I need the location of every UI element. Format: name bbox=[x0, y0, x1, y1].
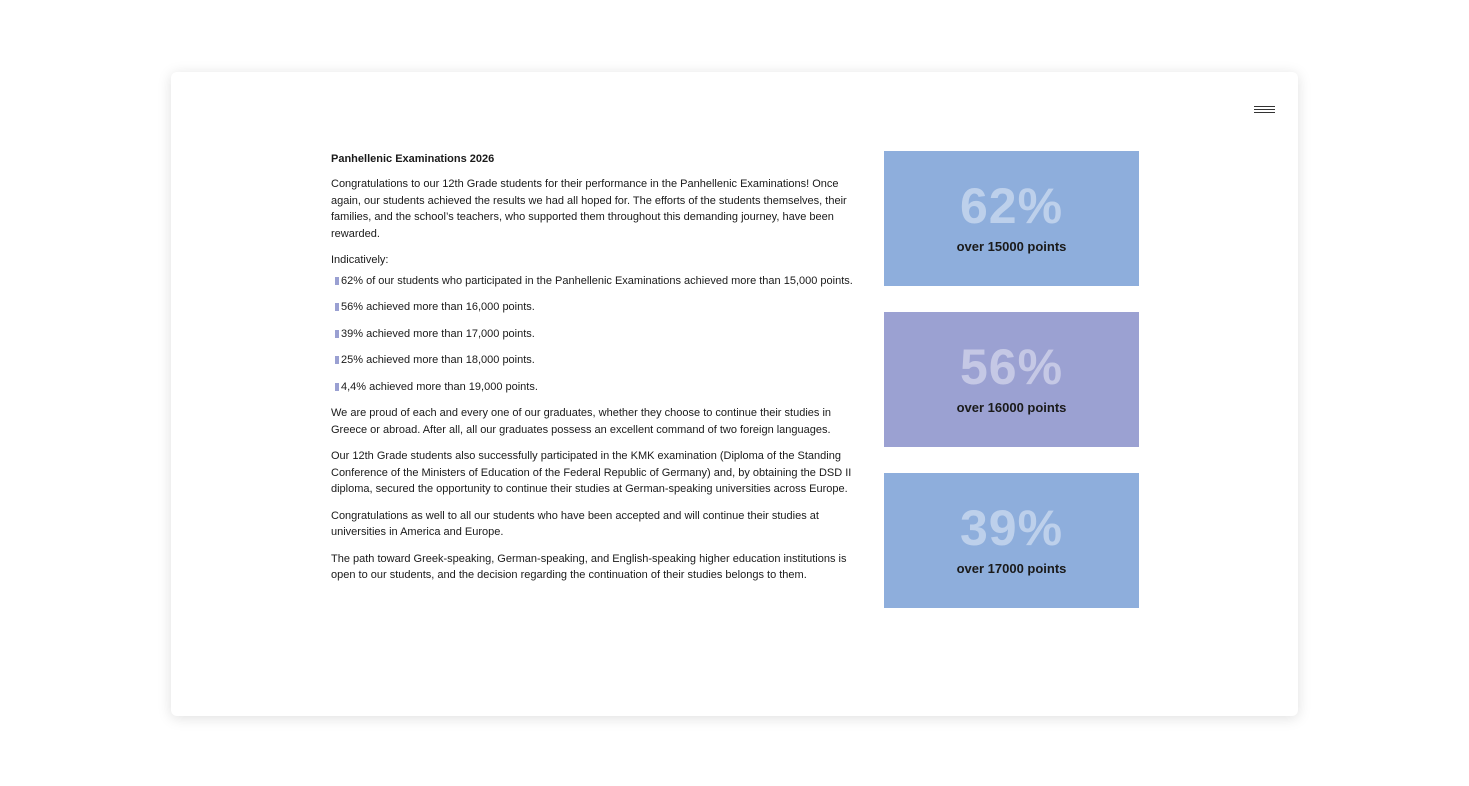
stat-label: over 16000 points bbox=[956, 400, 1067, 415]
kmk-paragraph: Our 12th Grade students also successfully participated in the KMK examination (Diploma of the Standing Conference of the Ministers of Education of the Federal Republic of Germany) and, by obtaining the DSD II diploma, secured the opportunity to continue their studies at German-speaking universities across Europe. bbox=[331, 450, 852, 495]
list-item: 39% achieved more than 17,000 points. bbox=[331, 326, 861, 343]
list-item: 25% achieved more than 18,000 points. bbox=[331, 352, 861, 369]
stat-card-39 bbox=[884, 473, 1139, 608]
stat-label: over 15000 points bbox=[956, 239, 1067, 254]
hamburger-menu-icon[interactable] bbox=[1254, 106, 1276, 120]
page-title: Panhellenic Examinations 2026 bbox=[331, 153, 495, 165]
congrats-paragraph: Congratulations as well to all our students who have been accepted and will continue their studies at universities in America and Europe. bbox=[331, 509, 819, 538]
intro-paragraph: Congratulations to our 12th Grade students for their performance in the Panhellenic Examinations! Once again, our students achieved the results we had all hoped for. The efforts of the students themselves, their families, and the school’s teachers, who supported them throughout this demanding journey, have been rewarded. bbox=[331, 178, 847, 240]
article-content bbox=[331, 151, 861, 594]
stat-card-62 bbox=[884, 151, 1139, 286]
results-list bbox=[331, 273, 861, 396]
stat-card-56 bbox=[884, 312, 1139, 447]
stat-percent: 62% bbox=[959, 178, 1064, 234]
path-paragraph: The path toward Greek-speaking, German-speaking, and English-speaking higher education institutions is open to our students, and the decision regarding the continuation of their studies belongs to them. bbox=[331, 552, 847, 581]
proud-paragraph: We are proud of each and every one of our graduates, whether they choose to continue their studies in Greece or abroad. After all, all our graduates possess an excellent command of two foreign languages. bbox=[331, 407, 832, 436]
list-item: 4,4% achieved more than 19,000 points. bbox=[331, 379, 861, 396]
indicatively-label: Indicatively: bbox=[331, 254, 389, 266]
stat-label: over 17000 points bbox=[956, 561, 1067, 576]
list-item: 56% achieved more than 16,000 points. bbox=[331, 299, 861, 316]
stat-percent: 39% bbox=[959, 500, 1064, 556]
stat-percent: 56% bbox=[959, 339, 1064, 395]
list-item: 62% of our students who participated in the Panhellenic Examinations achieved more than 15,000 points. bbox=[331, 273, 861, 290]
